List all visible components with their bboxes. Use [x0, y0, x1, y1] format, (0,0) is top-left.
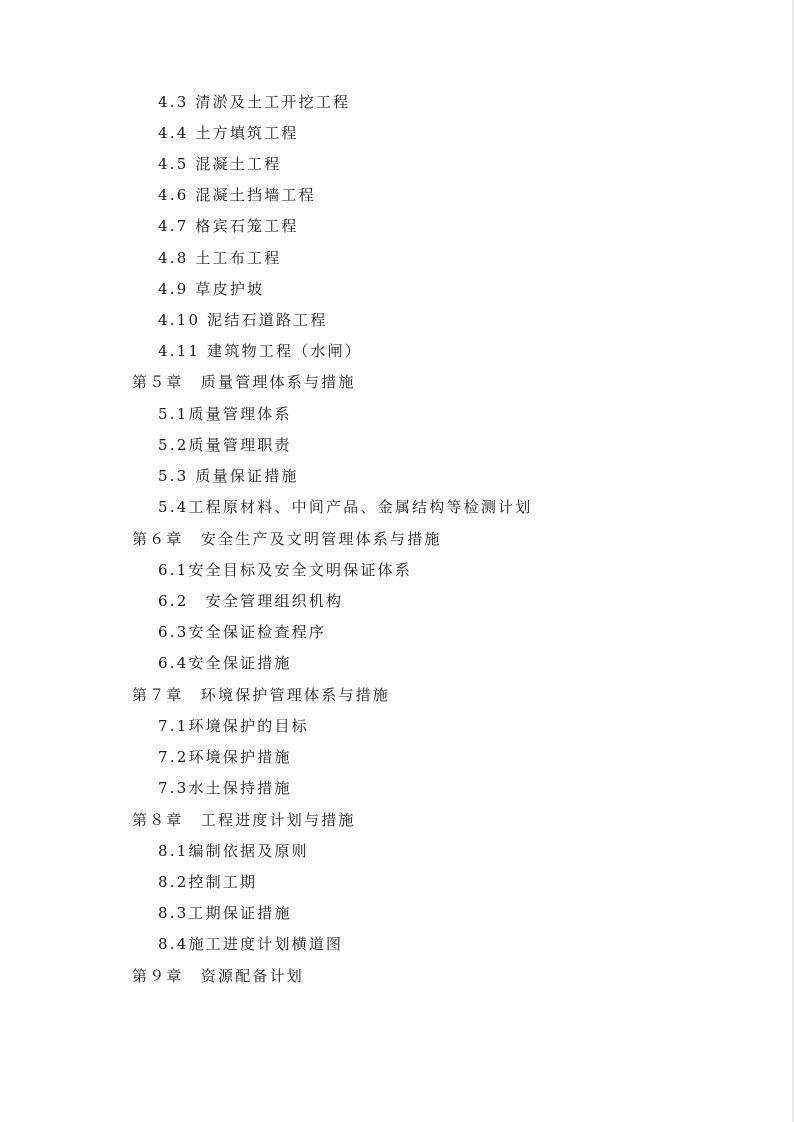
toc-chapter-6: 第６章 安全生产及文明管理体系与措施 [132, 530, 442, 548]
toc-entry-5-1: 5.1质量管理体系 [158, 405, 292, 423]
toc-chapter-7: 第７章 环境保护管理体系与措施 [132, 686, 391, 704]
toc-entry-4-10: 4.10 泥结石道路工程 [158, 311, 328, 329]
toc-entry-4-11: 4.11 建筑物工程（水闸） [158, 342, 362, 360]
toc-entry-4-8: 4.8 土工布工程 [158, 249, 282, 267]
toc-entry-4-9: 4.9 草皮护坡 [158, 280, 265, 298]
toc-entry-8-3: 8.3工期保证措施 [158, 904, 292, 922]
toc-chapter-9: 第９章 资源配备计划 [132, 967, 305, 985]
toc-entry-8-1: 8.1编制依据及原则 [158, 842, 309, 860]
toc-entry-7-2: 7.2环境保护措施 [158, 748, 292, 766]
toc-entry-8-4: 8.4施工进度计划横道图 [158, 935, 344, 953]
toc-entry-5-4: 5.4工程原材料、中间产品、金属结构等检测计划 [158, 498, 533, 516]
toc-entry-4-4: 4.4 土方填筑工程 [158, 124, 299, 142]
toc-entry-5-3: 5.3 质量保证措施 [158, 467, 299, 485]
toc-entry-6-2: 6.2 安全管理组织机构 [158, 592, 344, 610]
toc-entry-5-2: 5.2质量管理职责 [158, 436, 292, 454]
toc-entry-6-1: 6.1安全目标及安全文明保证体系 [158, 561, 413, 579]
toc-entry-4-6: 4.6 混凝土挡墙工程 [158, 186, 316, 204]
toc-entry-6-3: 6.3安全保证检查程序 [158, 623, 327, 641]
toc-chapter-5: 第５章 质量管理体系与措施 [132, 373, 356, 391]
toc-chapter-8: 第８章 工程进度计划与措施 [132, 811, 356, 829]
toc-entry-6-4: 6.4安全保证措施 [158, 654, 292, 672]
toc-entry-4-5: 4.5 混凝土工程 [158, 155, 282, 173]
toc-entry-8-2: 8.2控制工期 [158, 873, 258, 891]
toc-entry-7-3: 7.3水土保持措施 [158, 779, 292, 797]
toc-entry-4-7: 4.7 格宾石笼工程 [158, 217, 299, 235]
toc-entry-7-1: 7.1环境保护的目标 [158, 717, 309, 735]
toc-entry-4-3: 4.3 清淤及土工开挖工程 [158, 93, 351, 111]
